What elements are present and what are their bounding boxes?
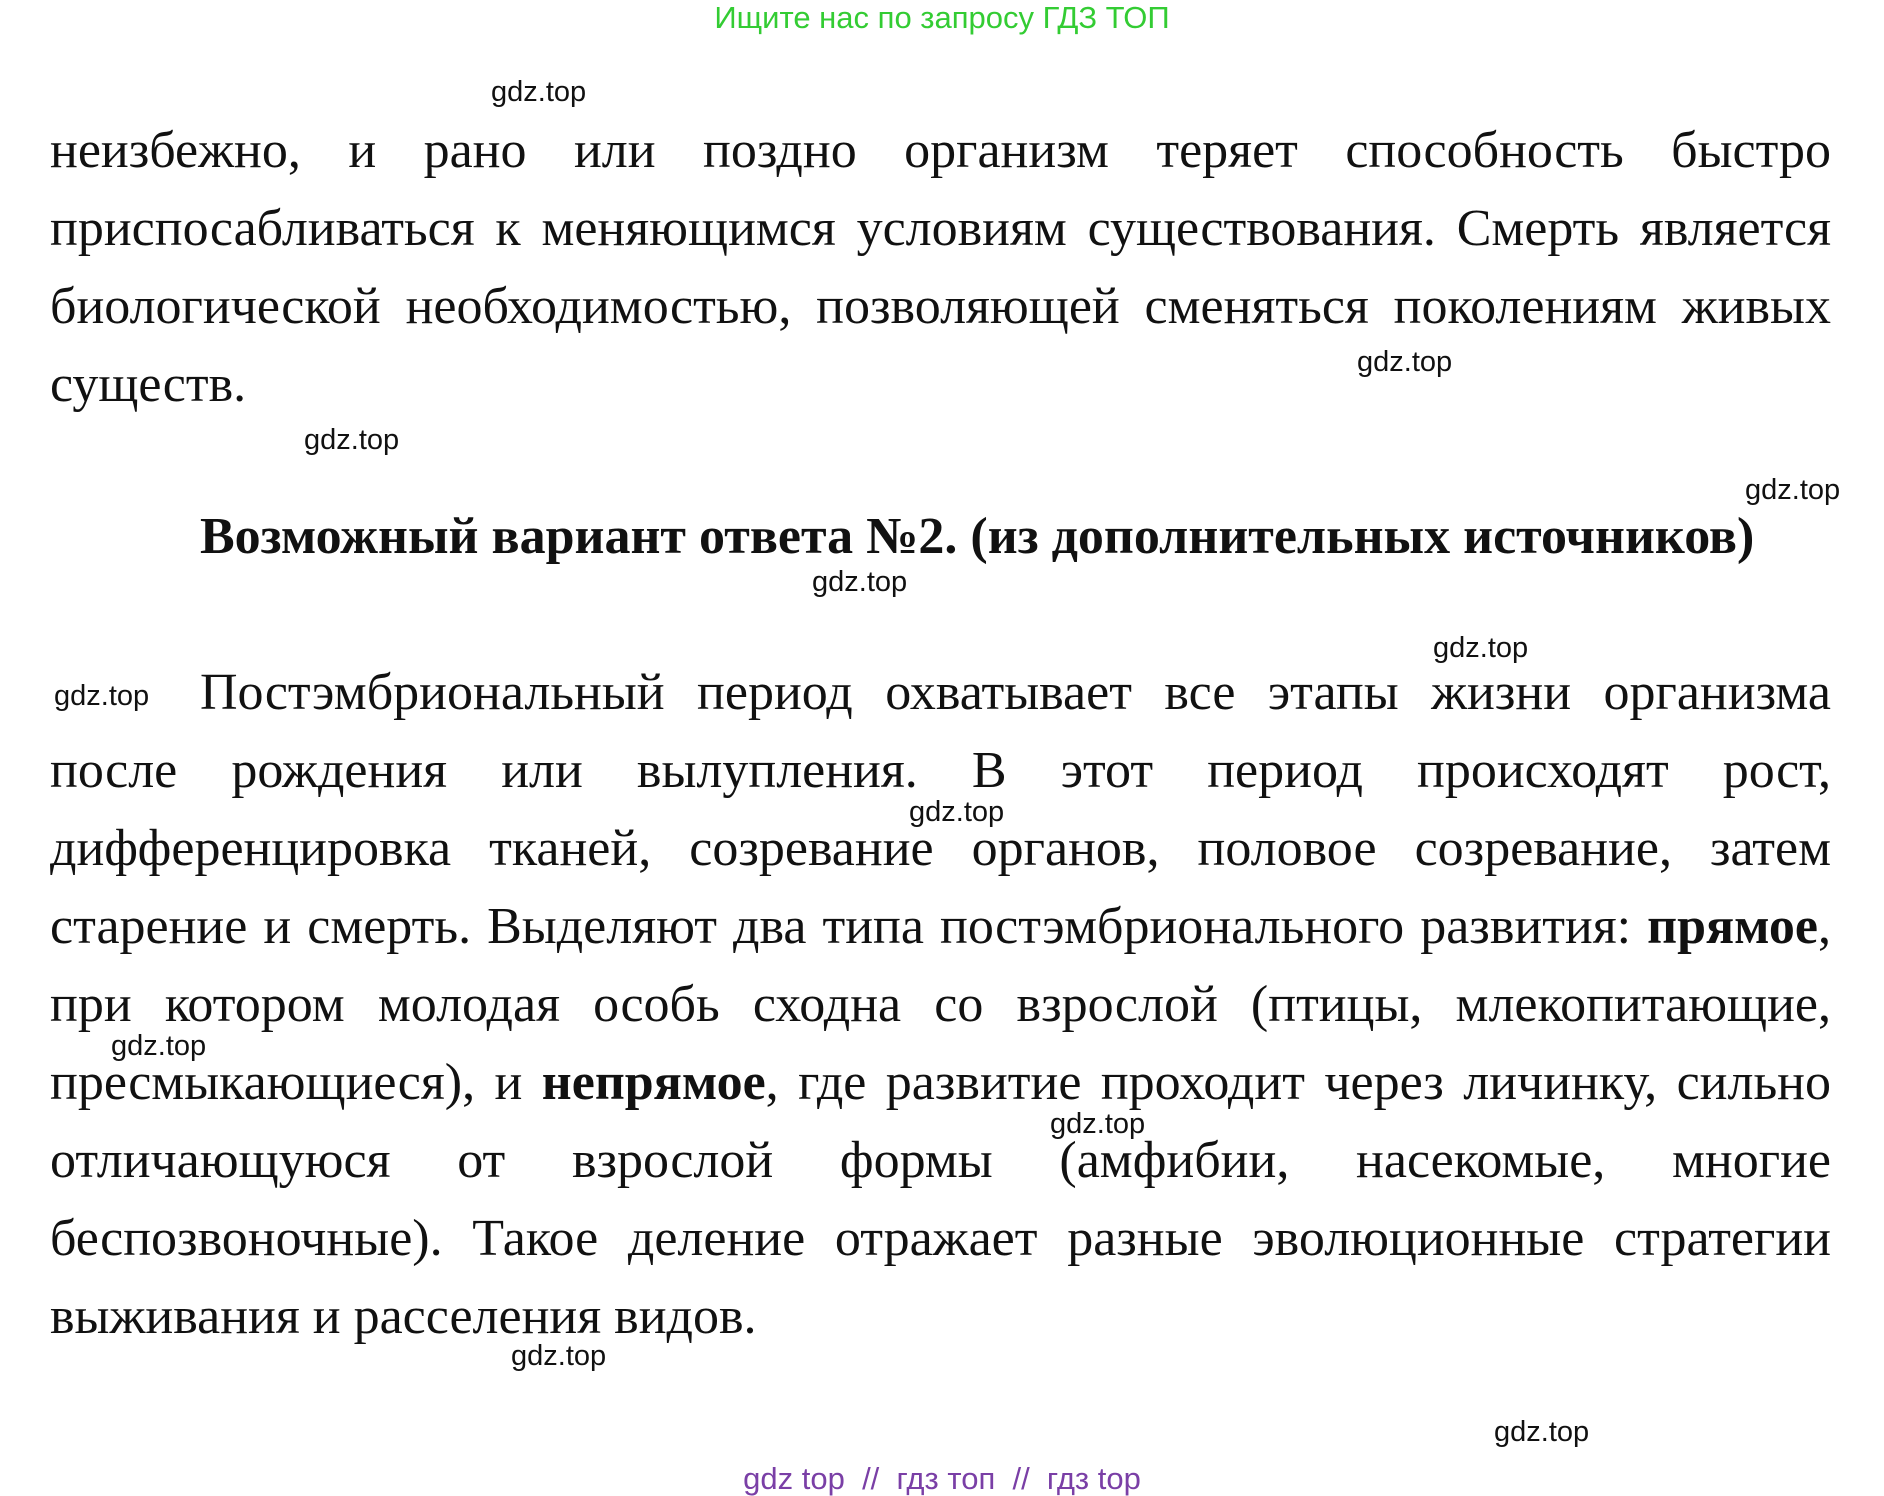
watermark: gdz.top [909,796,1005,828]
watermark: gdz.top [1433,632,1529,664]
paragraph-2-text-part-3: , где развитие проходит через личинку, сильно отличающуюся от взрослой формы (амфибии, насекомые, многие беспозвоночные). Такое деление отражает разные эволюционные стратегии выживания и расселения видов. [50,1054,1831,1345]
answer-variant-heading-container [50,498,1831,576]
watermark: gdz.top [511,1340,607,1372]
watermark: gdz.top [1745,474,1841,506]
paragraph-2-text-part-1: Постэмбриональный период охватывает все этапы жизни организма после рождения или вылупления. В этот период происходят рост, дифференцировка тканей, созревание органов, половое созревание, затем старение и смерть. Выделяют два типа постэмбрионального развития: [50,664,1831,955]
watermark: gdz.top [491,76,587,108]
answer-variant-heading: Возможный вариант ответа №2. (из дополнительных источников) [200,508,1755,565]
watermark: gdz.top [304,424,400,456]
watermark: gdz.top [812,566,908,598]
watermark: gdz.top [54,680,150,712]
footer-watermark: gdz top // гдз топ // гдз top [743,1461,1141,1496]
term-direct-development: прямое [1647,898,1818,955]
answer-paragraph-2 [50,654,1831,1356]
watermark: gdz.top [1494,1416,1590,1448]
search-banner: Ищите нас по запросу ГДЗ ТОП [714,0,1170,35]
answer-paragraph-2-container [50,654,1831,1356]
watermark: gdz.top [1050,1108,1146,1140]
watermark: gdz.top [1357,346,1453,378]
watermark: gdz.top [111,1030,207,1062]
paragraph-2-text-part-2: , при котором молодая особь сходна со взрослой (птицы, млекопитающие, пресмыкающиеся), и [50,898,1831,1111]
answer-paragraph-1-container [50,112,1831,424]
answer-paragraph-1: неизбежно, и рано или поздно организм теряет способность быстро приспосабливаться к меняющимся условиям существования. Смерть является биологической необходимостью, позволяющей сменяться поколениям живых существ. [50,122,1831,413]
term-indirect-development: непрямое [541,1054,766,1111]
